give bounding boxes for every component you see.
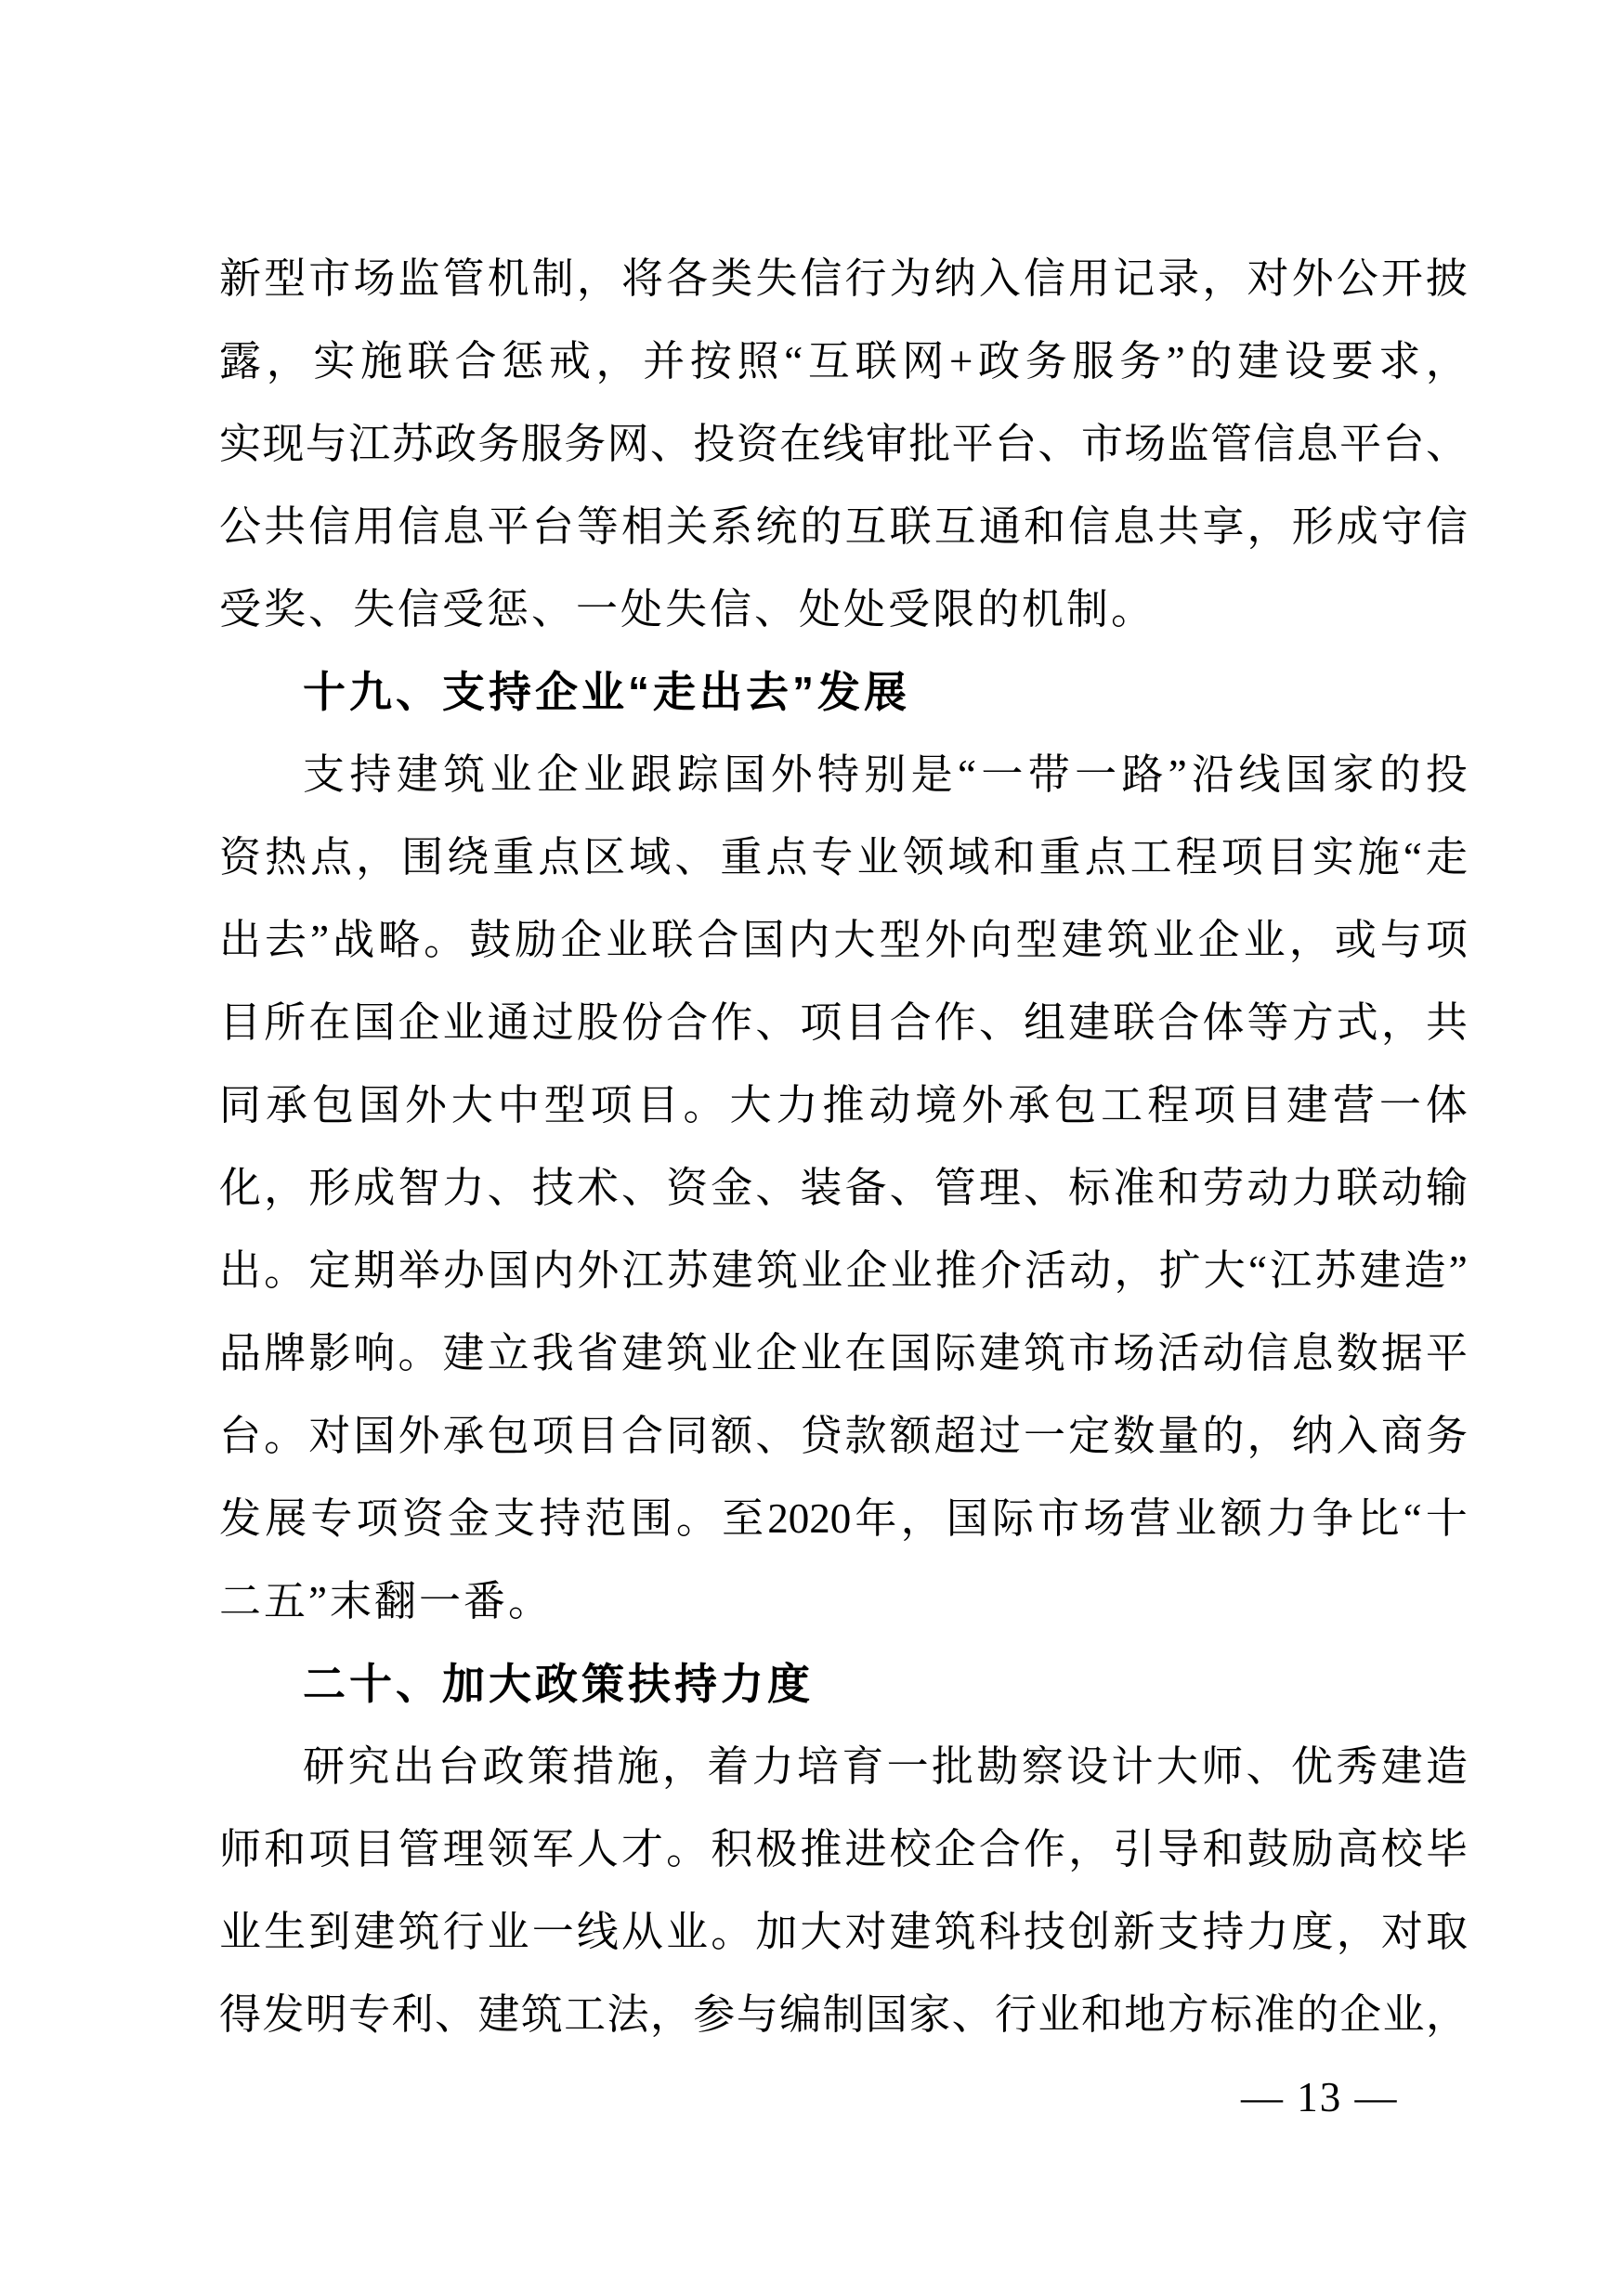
paragraph-line: 研 究 出 台 政 策 措 施 ， 着 力 培 育 一 批 勘 察 设 计 大 师 、 优 秀 建 造 bbox=[303, 1743, 1468, 1790]
paragraph-line: 师 和 项 目 管 理 领 军 人 才 。 积 极 推 进 校 企 合 作 ， 引 导 和 鼓 励 高 校 毕 bbox=[219, 1826, 1468, 1872]
paragraph-line: 业 生 到 建 筑 行 业 一 线 从 业 。 加 大 对 建 筑 科 技 创 新 支 持 力 度 ， 对 取 bbox=[219, 1909, 1468, 1955]
paragraph-line: 受奖、失信受惩、一处失信、处处受限的机制。 bbox=[219, 586, 1156, 633]
paragraph-line: 支 持 建 筑 业 企 业 跟 踪 国 外 特 别 是 “ 一 带 一 路 ” 沿 线 国 家 的 投 bbox=[303, 751, 1468, 798]
paragraph-line: 得 发 明 专 利 、 建 筑 工 法 ， 参 与 编 制 国 家 、 行 业 和 地 方 标 准 的 企 业 ， bbox=[219, 1991, 1468, 2038]
paragraph-line: 化 ， 形 成 智 力 、 技 术 、 资 金 、 装 备 、 管 理 、 标 准 和 劳 动 力 联 动 输 bbox=[219, 1165, 1468, 1211]
paragraph-line: 台 。 对 国 外 承 包 项 目 合 同 额 、 贷 款 额 超 过 一 定 数 量 的 ， 纳 入 商 务 bbox=[219, 1413, 1468, 1459]
paragraph-line: 出 。 定 期 举 办 国 内 外 江 苏 建 筑 业 企 业 推 介 活 动 ， 扩 大 “ 江 苏 建 造 ” bbox=[219, 1247, 1468, 1294]
paragraph-line: 出 去 ” 战 略 。 鼓 励 企 业 联 合 国 内 大 型 外 向 型 建 筑 业 企 业 ， 或 与 项 bbox=[219, 917, 1468, 963]
paragraph-line: 露 ， 实 施 联 合 惩 戒 ， 并 按 照 “ 互 联 网 + 政 务 服 务 ” 的 建 设 要 求 ， bbox=[219, 338, 1468, 385]
paragraph-line: 二五”末翻一番。 bbox=[219, 1578, 553, 1624]
paragraph-line: 同 承 包 国 外 大 中 型 项 目 。 大 力 推 动 境 外 承 包 工 程 项 目 建 营 一 体 bbox=[219, 1082, 1468, 1128]
paragraph-line: 新 型 市 场 监 管 机 制 ， 将 各 类 失 信 行 为 纳 入 信 用 记 录 ， 对 外 公 开 披 bbox=[219, 255, 1468, 302]
paragraph-line: 目 所 在 国 企 业 通 过 股 份 合 作 、 项 目 合 作 、 组 建 联 合 体 等 方 式 ， 共 bbox=[219, 999, 1468, 1046]
paragraph-line: 品 牌 影 响 。 建 立 我 省 建 筑 业 企 业 在 国 际 建 筑 市 场 活 动 信 息 数 据 平 bbox=[219, 1330, 1468, 1376]
page-number: — 13 — bbox=[1241, 2074, 1399, 2120]
section-heading-19: 十九、支持企业“走出去”发展 bbox=[303, 668, 910, 716]
paragraph-line: 发 展 专 项 资 金 支 持 范 围 。 至 2020 年 ， 国 际 市 场 营 业 额 力 争 比 “ 十 bbox=[219, 1495, 1468, 1542]
section-heading-20: 二十、加大政策扶持力度 bbox=[303, 1660, 814, 1708]
paragraph-line: 资 热 点 ， 围 绕 重 点 区 域 、 重 点 专 业 领 域 和 重 点 工 程 项 目 实 施 “ 走 bbox=[219, 834, 1468, 881]
paragraph-line: 实 现 与 江 苏 政 务 服 务 网 、 投 资 在 线 审 批 平 台 、 市 场 监 管 信 息 平 台 、 bbox=[219, 421, 1468, 467]
paragraph-line: 公 共 信 用 信 息 平 台 等 相 关 系 统 的 互 联 互 通 和 信 息 共 享 ， 形 成 守 信 bbox=[219, 503, 1468, 550]
document-body bbox=[219, 238, 1468, 2056]
